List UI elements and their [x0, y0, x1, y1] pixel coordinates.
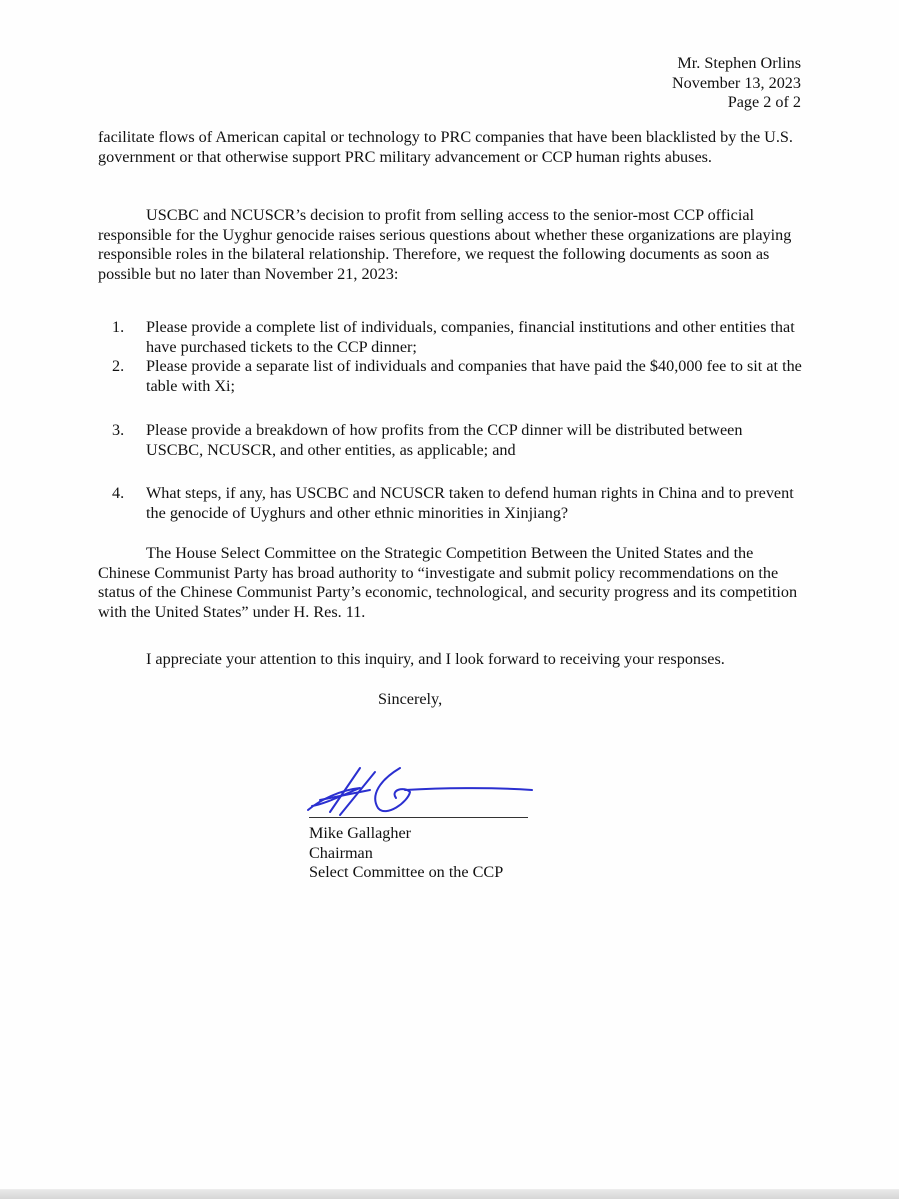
list-item: [112, 421, 802, 460]
closing-salutation: Sincerely,: [378, 690, 443, 708]
authority-paragraph: The House Select Committee on the Strategic Competition Between the United States and the Chinese Communist Party has broad authority to “investigate and submit policy recommendations on the status of the Chinese Communist Party’s economic, technological, and security progress and its competition with the United States” under H. Res. 11.: [98, 544, 798, 621]
list-number: 1.: [112, 318, 125, 336]
list-number: 2.: [112, 357, 125, 375]
page-bottom-edge: [0, 1189, 899, 1199]
letter-date: November 13, 2023: [671, 73, 801, 92]
signature-line: [309, 817, 528, 818]
list-text: What steps, if any, has USCBC and NCUSCR taken to defend human rights in China and to prevent the genocide of Uyghurs and other ethnic minorities in Xinjiang?: [146, 484, 794, 522]
recipient-name: Mr. Stephen Orlins: [677, 54, 801, 72]
list-text: Please provide a breakdown of how profits from the CCP dinner will be distributed between USCBC, NCUSCR, and other entities, as applicable; and: [146, 421, 743, 459]
list-text: Please provide a separate list of individuals and companies that have paid the $40,000 fee to sit at the table with Xi;: [146, 357, 802, 395]
list-item: [112, 357, 802, 396]
list-number: 4.: [112, 484, 125, 502]
letter-header: [672, 54, 801, 113]
list-item: [112, 484, 802, 523]
signer-organization: Select Committee on the CCP: [309, 863, 504, 881]
signer-title: Chairman: [309, 843, 373, 862]
continuation-paragraph: facilitate flows of American capital or technology to PRC companies that have been blacklisted by the U.S. government or that otherwise support PRC military advancement or CCP human rights abuses.: [98, 128, 793, 166]
signature-block: [309, 824, 503, 883]
page-number: Page 2 of 2: [727, 93, 801, 111]
list-text: Please provide a complete list of individuals, companies, financial institutions and other entities that have purchased tickets to the CCP dinner;: [146, 318, 795, 356]
appreciation-paragraph: I appreciate your attention to this inquiry, and I look forward to receiving your responses.: [146, 650, 725, 668]
list-item: [112, 318, 802, 357]
list-number: 3.: [112, 421, 125, 439]
request-paragraph: USCBC and NCUSCR’s decision to profit from selling access to the senior-most CCP official responsible for the Uyghur genocide raises serious questions about whether these organizations are playing responsible roles in the bilateral relationship. Therefore, we request the following documents as soon as possible but no later than November 21, 2023:: [98, 206, 792, 283]
signer-name: Mike Gallagher: [309, 824, 412, 842]
signature-image: [300, 760, 540, 820]
